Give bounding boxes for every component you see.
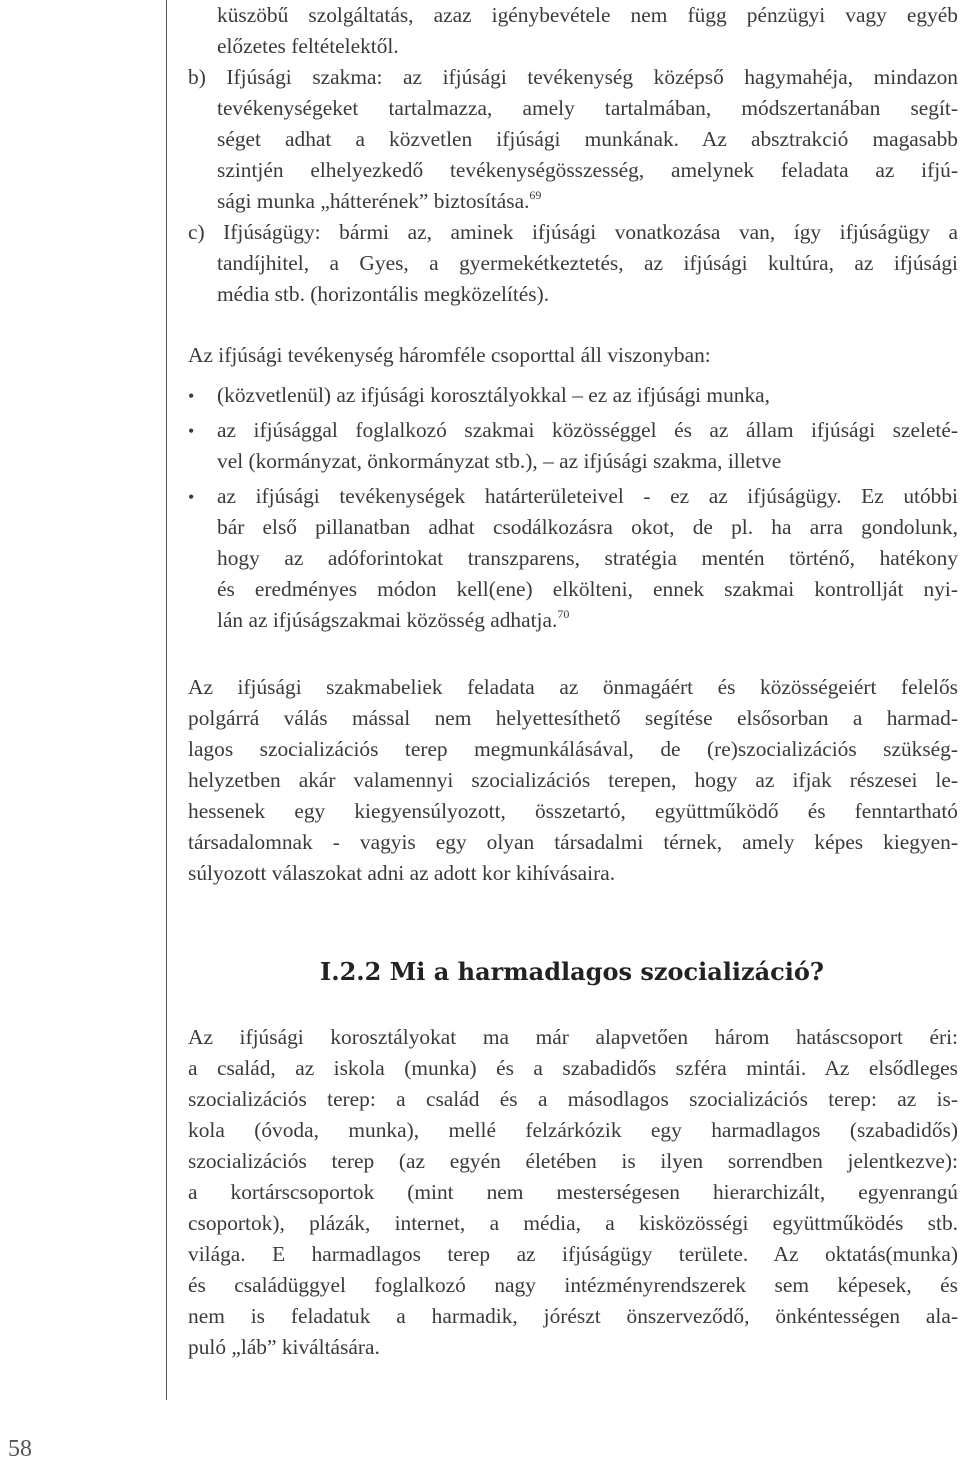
footnote-69: 69 xyxy=(529,188,542,202)
section-line-9: és családüggyel foglalkozó nagy intézményrendszerek sem képesek, és xyxy=(188,1273,958,1297)
section-line-5: szocializációs terep (az egyén életében is ilyen sorrendben jelentkezve): xyxy=(188,1149,958,1173)
list-b-line-3: séget adhat a közvetlen ifjúsági munkának. Az absztrakció magasabb xyxy=(217,127,958,151)
task-line-4: helyzetben akár valamennyi szocializációs terepen, hogy az ifjak részesei le- xyxy=(188,768,958,792)
list-b-line-5 xyxy=(217,186,958,217)
bullet-2-line-2: vel (kormányzat, önkormányzat stb.), – az ifjúsági szakma, illetve xyxy=(217,449,782,473)
task-line-5: hessenek egy kiegyensúlyozott, összetartó, együttműködő és fenntartható xyxy=(188,799,958,823)
list-a-line-2: előzetes feltételektől. xyxy=(217,34,399,58)
section-line-10: nem is feladatuk a harmadik, jórészt önszerveződő, önkéntességen ala- xyxy=(188,1304,958,1328)
task-line-7: súlyozott válaszokat adni az adott kor kihívásaira. xyxy=(188,861,616,885)
bullet-1-marker: • xyxy=(188,386,195,406)
section-line-3: szocializációs terep: a család és a másodlagos szocializációs terep: az is- xyxy=(188,1087,958,1111)
section-line-7: csoportok), plázák, internet, a média, a kisközösségi együttműködés stb. xyxy=(188,1211,958,1235)
bullet-2-marker: • xyxy=(188,421,195,441)
list-c-line-2: tandíjhitel, a Gyes, a gyermekétkeztetés, az ifjúsági kultúra, az ifjúsági xyxy=(217,251,958,275)
margin-rule xyxy=(166,0,167,1400)
task-line-3: lagos szocializációs terep megmunkálásával, de (re)szocializációs szükség- xyxy=(188,737,958,761)
section-line-4: kola (óvoda, munka), mellé felzárkózik egy harmadlagos (szabadidős) xyxy=(188,1118,958,1142)
bullet-3-line-3: hogy az adóforintokat transzparens, stratégia mentén történő, hatékony xyxy=(217,546,958,570)
bullet-1-text: (közvetlenül) az ifjúsági korosztályokkal – ez az ifjúsági munka, xyxy=(217,383,770,407)
footnote-70: 70 xyxy=(557,607,570,621)
list-a-line-1: küszöbű szolgáltatás, azaz igénybevétele nem függ pénzügyi vagy egyéb xyxy=(217,3,958,27)
list-b-line-4: szintjén elhelyezkedő tevékenységösszesség, amelynek feladata az ifjú- xyxy=(217,158,958,182)
bullet-3-marker: • xyxy=(188,487,195,507)
bullet-3-line-1: az ifjúsági tevékenységek határterületeivel - ez az ifjúságügy. Ez utóbbi xyxy=(217,484,958,508)
section-line-11: puló „láb” kiváltására. xyxy=(188,1335,380,1359)
task-line-2: polgárrá válás mással nem helyettesíthető segítése elsősorban a harmad- xyxy=(188,706,958,730)
section-line-6: a kortárscsoportok (mint nem mesterségesen hierarchizált, egyenrangú xyxy=(188,1180,958,1204)
list-b-line-5-text: sági munka „hátterének” biztosítása. xyxy=(217,189,530,213)
list-c-line-3: média stb. (horizontális megközelítés). xyxy=(217,282,550,306)
section-heading: I.2.2 Mi a harmadlagos szocializáció? xyxy=(320,957,824,986)
groups-intro: Az ifjúsági tevékenység háromféle csoporttal áll viszonyban: xyxy=(188,343,711,367)
bullet-2-line-1: az ifjúsággal foglalkozó szakmai közösséggel és az állam ifjúsági szeleté- xyxy=(217,418,958,442)
page-number: 58 xyxy=(8,1436,32,1462)
task-line-6: társadalomnak - vagyis egy olyan társadalmi térnek, amely képes kiegyen- xyxy=(188,830,958,854)
section-line-2: a család, az iskola (munka) és a szabadidős szféra mintái. Az elsődleges xyxy=(188,1056,958,1080)
bullet-3-line-5-text: lán az ifjúságszakmai közösség adhatja. xyxy=(217,608,558,632)
list-b-line-1: b) Ifjúsági szakma: az ifjúsági tevékenység középső hagymahéja, mindazon xyxy=(188,65,958,89)
section-line-8: világa. E harmadlagos terep az ifjúságügy területe. Az oktatás(munka) xyxy=(188,1242,958,1266)
bullet-3-line-5 xyxy=(217,605,958,636)
task-line-1: Az ifjúsági szakmabeliek feladata az önmagáért és közösségeiért felelős xyxy=(188,675,958,699)
list-c-line-1: c) Ifjúságügy: bármi az, aminek ifjúsági vonatkozása van, így ifjúságügy a xyxy=(188,220,958,244)
bullet-3-line-2: bár első pillanatban adhat csodálkozásra okot, de pl. ha arra gondolunk, xyxy=(217,515,958,539)
bullet-3-line-4: és eredményes módon kell(ene) elkölteni, ennek szakmai kontrollját nyi- xyxy=(217,577,958,601)
section-line-1: Az ifjúsági korosztályokat ma már alapvetően három hatáscsoport éri: xyxy=(188,1025,958,1049)
list-b-line-2: tevékenységeket tartalmazza, amely tartalmában, módszertanában segít- xyxy=(217,96,958,120)
